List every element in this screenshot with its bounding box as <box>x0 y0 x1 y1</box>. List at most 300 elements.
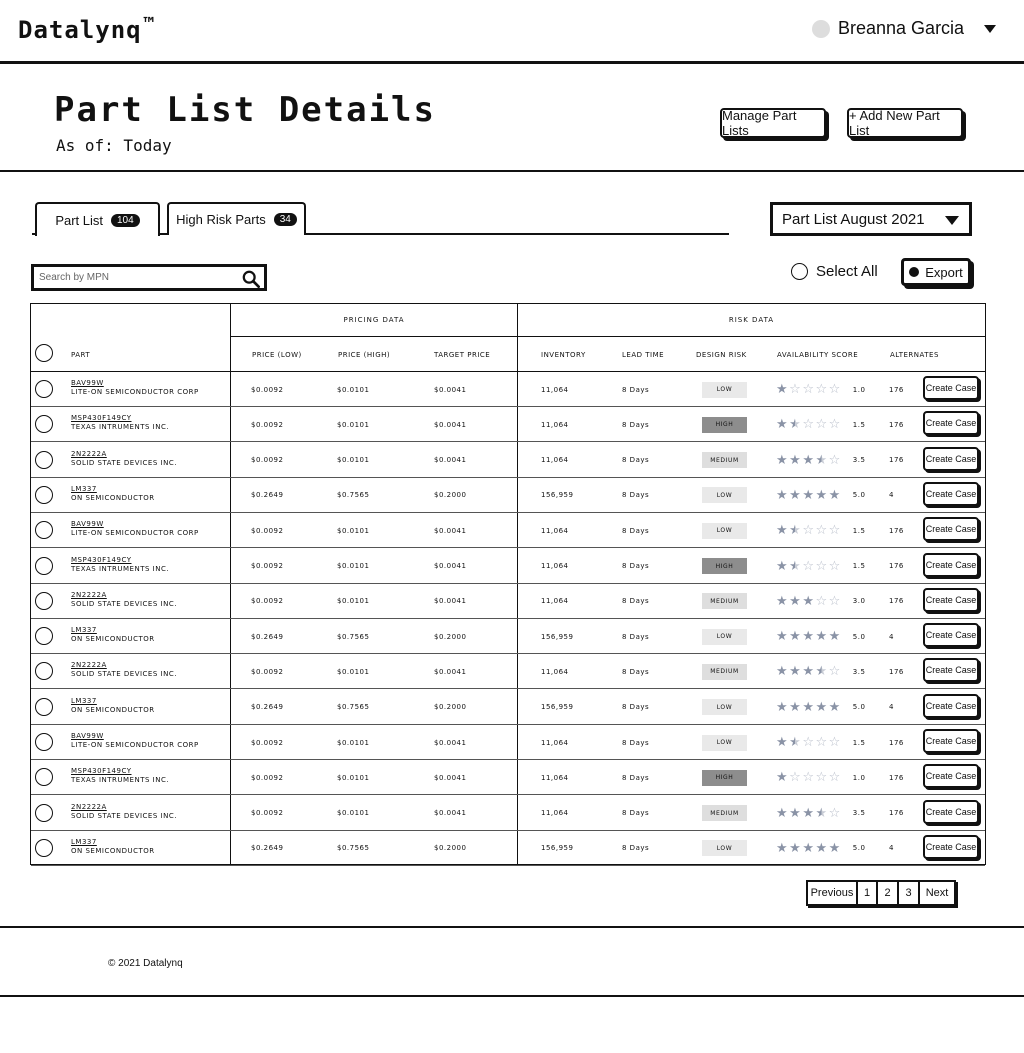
col-target-price[interactable]: TARGET PRICE <box>434 350 491 359</box>
manufacturer: SOLID STATE DEVICES INC. <box>71 599 177 608</box>
risk-badge: MEDIUM <box>702 593 747 609</box>
risk-badge: MEDIUM <box>702 664 747 680</box>
design-risk-cell <box>702 760 747 795</box>
mpn-link[interactable]: BAV99W <box>71 732 104 740</box>
inventory: 156,959 <box>541 844 574 853</box>
risk-badge: MEDIUM <box>702 805 747 821</box>
create-case-button[interactable]: Create Case <box>923 800 979 824</box>
star-icon: ☆ <box>828 593 841 609</box>
star-icon: ★ <box>815 840 828 856</box>
star-icon: ★ <box>789 699 802 715</box>
risk-badge: LOW <box>702 735 747 751</box>
row-select-radio[interactable] <box>35 557 53 575</box>
design-risk-cell <box>702 513 747 548</box>
star-icon: ☆ <box>789 382 802 397</box>
star-icon: ★ <box>789 417 802 433</box>
price-low: $0.2649 <box>251 491 284 500</box>
alternates-count: 176 <box>889 773 904 782</box>
target-price: $0.0041 <box>434 526 467 535</box>
export-button[interactable] <box>901 258 971 286</box>
lead-time: 8 Days <box>622 491 650 500</box>
price-low: $0.0092 <box>251 809 284 818</box>
star-icon: ★ <box>802 452 815 468</box>
availability-cell <box>776 796 865 831</box>
table-row[interactable] <box>31 690 985 725</box>
price-low: $0.0092 <box>251 773 284 782</box>
as-of-label: As of: Today <box>56 136 172 155</box>
add-new-part-list-button[interactable]: + Add New Part List <box>847 108 963 138</box>
risk-badge: LOW <box>702 629 747 645</box>
star-icon: ☆ <box>802 523 815 539</box>
top-bar <box>0 0 1024 64</box>
design-risk-cell <box>702 549 747 584</box>
row-select-radio[interactable] <box>35 698 53 716</box>
mpn-link[interactable]: LM337 <box>71 484 97 493</box>
create-case-button[interactable]: Create Case <box>923 588 979 612</box>
row-select-radio[interactable] <box>35 451 53 469</box>
risk-badge: LOW <box>702 382 747 398</box>
price-low: $0.0092 <box>251 456 284 465</box>
page-1-button[interactable]: 1 <box>858 882 878 904</box>
availability-cell <box>776 513 865 548</box>
part-cell <box>71 661 177 678</box>
alternates-count: 176 <box>889 420 904 429</box>
star-icon: ☆ <box>828 770 841 786</box>
star-icon: ★ <box>789 593 802 609</box>
risk-badge: LOW <box>702 487 747 503</box>
star-icon: ★ <box>776 558 789 574</box>
lead-time: 8 Days <box>622 809 650 818</box>
mpn-link[interactable]: 2N2222A <box>71 590 107 599</box>
star-icon: ★ <box>815 487 828 503</box>
chevron-down-icon[interactable] <box>984 25 996 33</box>
star-icon: ★ <box>776 629 789 645</box>
table-row[interactable] <box>31 513 985 548</box>
availability-score: 1.5 <box>852 562 866 570</box>
star-icon: ★ <box>776 664 789 680</box>
manufacturer: TEXAS INTRUMENTS INC. <box>71 776 170 785</box>
row-select-radio[interactable] <box>35 486 53 504</box>
price-low: $0.0092 <box>251 667 284 676</box>
row-select-radio[interactable] <box>35 521 53 539</box>
star-icon: ★ <box>828 840 841 856</box>
star-rating <box>776 807 841 820</box>
lead-time: 8 Days <box>622 738 650 747</box>
price-low: $0.0092 <box>251 562 284 570</box>
export-dot-icon <box>909 267 919 277</box>
inventory: 11,064 <box>541 385 569 394</box>
availability-cell <box>776 372 865 407</box>
inventory: 11,064 <box>541 562 569 570</box>
manufacturer: LITE-ON SEMICONDUCTOR CORP <box>71 741 199 749</box>
inventory: 156,959 <box>541 491 574 500</box>
footer <box>0 926 1024 997</box>
table-row[interactable] <box>31 619 985 654</box>
part-cell <box>71 697 155 714</box>
star-icon: ★ <box>776 699 789 715</box>
availability-score: 3.5 <box>852 809 866 818</box>
target-price: $0.2000 <box>434 703 467 712</box>
star-icon: ★ <box>802 487 815 503</box>
search-icon[interactable] <box>242 270 260 288</box>
inventory: 11,064 <box>541 667 569 676</box>
search-input[interactable] <box>39 268 239 288</box>
previous-button[interactable]: Previous <box>808 882 858 904</box>
mpn-link[interactable]: MSP430F149CY <box>71 555 132 564</box>
tab-high-risk-parts[interactable] <box>167 202 306 235</box>
design-risk-cell <box>702 478 747 513</box>
star-icon: ☆ <box>828 805 841 821</box>
star-icon: ★ <box>828 699 841 715</box>
design-risk-cell <box>702 725 747 760</box>
star-icon: ★ <box>802 593 815 609</box>
alternates-count: 176 <box>889 597 904 606</box>
star-icon: ☆ <box>828 558 841 574</box>
availability-cell <box>776 831 865 866</box>
manufacturer: SOLID STATE DEVICES INC. <box>71 670 177 679</box>
star-icon: ☆ <box>815 735 828 750</box>
table-row[interactable] <box>31 478 985 513</box>
availability-score: 5.0 <box>852 703 866 712</box>
price-low: $0.0092 <box>251 420 284 429</box>
next-button[interactable]: Next <box>925 887 949 899</box>
part-cell <box>71 732 199 749</box>
target-price: $0.2000 <box>434 632 467 641</box>
availability-cell <box>776 443 865 478</box>
page-3-button[interactable]: 3 <box>899 882 920 904</box>
target-price: $0.2000 <box>434 844 467 853</box>
mpn-link[interactable]: MSP430F149CY <box>71 414 132 423</box>
logo-text: Datalynq <box>18 16 142 44</box>
alternates-count: 176 <box>889 526 904 535</box>
row-select-radio[interactable] <box>35 768 53 786</box>
create-case-button[interactable]: Create Case <box>923 694 979 718</box>
star-rating <box>776 560 841 573</box>
availability-cell <box>776 584 865 619</box>
table-row[interactable] <box>31 654 985 689</box>
lead-time: 8 Days <box>622 632 650 641</box>
design-risk-cell <box>702 619 747 654</box>
target-price: $0.0041 <box>434 809 467 818</box>
lead-time: 8 Days <box>622 526 650 535</box>
target-price: $0.0041 <box>434 773 467 782</box>
star-icon: ☆ <box>828 664 841 680</box>
availability-score: 3.0 <box>852 597 866 606</box>
star-icon: ☆ <box>815 417 828 433</box>
logo[interactable] <box>18 14 155 44</box>
price-high: $0.0101 <box>337 809 370 818</box>
manage-part-lists-button[interactable]: Manage Part Lists <box>720 108 826 138</box>
star-icon: ★ <box>789 629 802 645</box>
col-design-risk[interactable]: DESIGN RISK <box>696 350 747 359</box>
star-rating <box>776 418 841 431</box>
target-price: $0.0041 <box>434 456 467 465</box>
star-icon: ☆ <box>828 735 841 750</box>
target-price: $0.0041 <box>434 597 467 606</box>
risk-badge: HIGH <box>702 770 747 786</box>
avatar <box>812 20 830 38</box>
tab-part-list[interactable] <box>35 202 160 236</box>
star-icon: ★ <box>789 805 802 821</box>
col-price-low[interactable]: PRICE (LOW) <box>252 350 302 359</box>
chevron-down-icon <box>945 216 959 225</box>
inventory: 11,064 <box>541 526 569 535</box>
row-select-radio[interactable] <box>35 627 53 645</box>
availability-cell <box>776 654 865 689</box>
inventory: 156,959 <box>541 703 574 712</box>
star-rating <box>776 489 841 502</box>
price-high: $0.0101 <box>337 738 370 747</box>
star-icon: ★ <box>802 699 815 715</box>
risk-badge: LOW <box>702 523 747 539</box>
target-price: $0.2000 <box>434 491 467 500</box>
part-cell <box>71 803 177 820</box>
target-price: $0.0041 <box>434 738 467 747</box>
price-high: $0.0101 <box>337 456 370 465</box>
user-menu[interactable] <box>812 18 996 39</box>
row-select-radio[interactable] <box>35 592 53 610</box>
price-low: $0.0092 <box>251 385 284 394</box>
mpn-link[interactable]: MSP430F149CY <box>71 767 132 776</box>
table-row[interactable] <box>31 584 985 619</box>
star-rating <box>776 736 841 749</box>
tab-label: High Risk Parts <box>176 212 266 227</box>
star-icon: ☆ <box>802 558 815 574</box>
alternates-count: 4 <box>889 632 894 641</box>
star-icon: ★ <box>776 523 789 539</box>
star-icon: ★ <box>789 735 802 750</box>
col-inventory[interactable]: INVENTORY <box>541 350 586 359</box>
star-icon: ☆ <box>815 382 828 397</box>
part-cell <box>71 414 169 431</box>
target-price: $0.0041 <box>434 420 467 429</box>
part-cell <box>71 767 169 784</box>
price-high: $0.0101 <box>337 385 370 394</box>
availability-cell <box>776 690 865 725</box>
star-icon: ★ <box>828 487 841 503</box>
availability-score: 5.0 <box>852 632 866 641</box>
alternates-count: 176 <box>889 456 904 465</box>
part-cell <box>71 485 155 502</box>
col-lead-time[interactable]: LEAD TIME <box>622 350 665 359</box>
star-icon: ★ <box>776 840 789 856</box>
star-rating <box>776 454 841 467</box>
alternates-count: 176 <box>889 385 904 394</box>
star-icon: ☆ <box>828 452 841 468</box>
alternates-count: 4 <box>889 491 894 500</box>
mpn-link[interactable]: 2N2222A <box>71 661 107 670</box>
design-risk-cell <box>702 407 747 442</box>
star-icon: ★ <box>815 452 828 468</box>
availability-cell <box>776 725 865 760</box>
parts-table <box>30 303 986 865</box>
select-all-radio[interactable] <box>791 263 808 280</box>
star-icon: ★ <box>776 382 789 397</box>
lead-time: 8 Days <box>622 420 650 429</box>
inventory: 11,064 <box>541 420 569 429</box>
copyright: © 2021 Datalynq <box>108 958 183 969</box>
star-icon: ☆ <box>815 558 828 574</box>
target-price: $0.0041 <box>434 385 467 394</box>
alternates-count: 4 <box>889 844 894 853</box>
lead-time: 8 Days <box>622 703 650 712</box>
create-case-button[interactable]: Create Case <box>923 764 979 788</box>
star-icon: ★ <box>776 593 789 609</box>
star-icon: ☆ <box>828 417 841 433</box>
row-select-radio[interactable] <box>35 662 53 680</box>
star-icon: ★ <box>776 452 789 468</box>
part-cell <box>71 556 169 573</box>
star-icon: ★ <box>802 805 815 821</box>
manufacturer: LITE-ON SEMICONDUCTOR CORP <box>71 388 199 396</box>
mpn-link[interactable]: 2N2222A <box>71 802 107 811</box>
table-row[interactable] <box>31 831 985 866</box>
create-case-button[interactable]: Create Case <box>923 411 979 435</box>
risk-badge: LOW <box>702 699 747 715</box>
star-icon: ★ <box>776 487 789 503</box>
manufacturer: SOLID STATE DEVICES INC. <box>71 811 177 820</box>
table-row[interactable] <box>31 725 985 760</box>
manufacturer: ON SEMICONDUCTOR <box>71 635 155 644</box>
price-low: $0.2649 <box>251 703 284 712</box>
col-price-high[interactable]: PRICE (HIGH) <box>338 350 391 359</box>
row-select-radio[interactable] <box>35 839 53 857</box>
part-list-select-value: Part List August 2021 <box>782 210 925 228</box>
price-high: $0.0101 <box>337 667 370 676</box>
alternates-count: 176 <box>889 562 904 570</box>
create-case-button[interactable]: Create Case <box>923 658 979 682</box>
export-label: Export <box>925 264 963 280</box>
price-low: $0.0092 <box>251 597 284 606</box>
inventory: 11,064 <box>541 773 569 782</box>
availability-score: 1.0 <box>852 385 866 394</box>
user-name: Breanna Garcia <box>838 18 965 38</box>
alternates-count: 4 <box>889 703 894 712</box>
design-risk-cell <box>702 796 747 831</box>
table-row[interactable] <box>31 549 985 584</box>
pricing-group-header: PRICING DATA <box>231 304 517 337</box>
inventory: 11,064 <box>541 809 569 818</box>
price-low: $0.0092 <box>251 738 284 747</box>
risk-group-header: RISK DATA <box>518 304 985 337</box>
col-part[interactable]: PART <box>71 350 91 359</box>
star-icon: ★ <box>789 487 802 503</box>
star-icon: ★ <box>789 664 802 680</box>
part-list-select[interactable] <box>770 202 972 236</box>
availability-score: 5.0 <box>852 491 866 500</box>
star-icon: ☆ <box>815 770 828 786</box>
star-rating <box>776 595 841 608</box>
risk-badge: LOW <box>702 840 747 856</box>
row-select-radio[interactable] <box>35 380 53 398</box>
create-case-button[interactable]: Create Case <box>923 623 979 647</box>
table-row[interactable] <box>31 443 985 478</box>
lead-time: 8 Days <box>622 773 650 782</box>
star-icon: ★ <box>815 664 828 680</box>
star-rating <box>776 524 841 537</box>
select-all-rows-radio[interactable] <box>35 344 53 362</box>
price-high: $0.7565 <box>337 491 370 500</box>
mpn-link[interactable]: LM337 <box>71 837 97 846</box>
page-2-button[interactable]: 2 <box>878 882 899 904</box>
col-alternates[interactable]: ALTERNATES <box>890 350 939 359</box>
create-case-button[interactable]: Create Case <box>923 376 979 400</box>
row-select-radio[interactable] <box>35 733 53 751</box>
row-select-radio[interactable] <box>35 415 53 433</box>
table-row[interactable] <box>31 407 985 442</box>
search-box <box>31 264 267 291</box>
create-case-button[interactable]: Create Case <box>923 447 979 471</box>
alternates-count: 176 <box>889 809 904 818</box>
star-icon: ☆ <box>815 523 828 539</box>
row-select-radio[interactable] <box>35 804 53 822</box>
star-rating <box>776 701 841 714</box>
star-icon: ☆ <box>802 382 815 397</box>
create-case-button[interactable]: Create Case <box>923 835 979 859</box>
count-badge: 104 <box>111 214 140 227</box>
tab-label: Part List <box>55 212 103 228</box>
create-case-button[interactable]: Create Case <box>923 482 979 506</box>
mpn-link[interactable]: LM337 <box>71 696 97 705</box>
design-risk-cell <box>702 584 747 619</box>
design-risk-cell <box>702 372 747 407</box>
design-risk-cell <box>702 654 747 689</box>
availability-score: 1.5 <box>852 738 866 747</box>
star-rating <box>776 771 841 784</box>
star-icon: ★ <box>789 558 802 574</box>
create-case-button[interactable]: Create Case <box>923 553 979 577</box>
lead-time: 8 Days <box>622 597 650 606</box>
star-icon: ★ <box>776 770 789 786</box>
availability-score: 3.5 <box>852 456 866 465</box>
availability-cell <box>776 760 865 795</box>
mpn-link[interactable]: BAV99W <box>71 520 104 529</box>
star-icon: ★ <box>802 664 815 680</box>
star-icon: ★ <box>815 699 828 715</box>
select-all-toggle[interactable] <box>791 263 878 280</box>
risk-badge: HIGH <box>702 417 747 433</box>
mpn-link[interactable]: BAV99W <box>71 379 104 387</box>
page-title: Part List Details <box>54 90 436 130</box>
part-cell <box>71 626 155 643</box>
availability-cell <box>776 619 865 654</box>
col-availability-score[interactable]: AVAILABILITY SCORE <box>777 350 859 359</box>
star-icon: ★ <box>776 805 789 821</box>
table-row[interactable] <box>31 760 985 795</box>
count-badge: 34 <box>274 213 297 226</box>
table-row[interactable] <box>31 372 985 407</box>
lead-time: 8 Days <box>622 667 650 676</box>
lead-time: 8 Days <box>622 844 650 853</box>
alternates-count: 176 <box>889 667 904 676</box>
availability-score: 3.5 <box>852 667 866 676</box>
price-high: $0.7565 <box>337 703 370 712</box>
part-cell <box>71 520 199 537</box>
price-high: $0.0101 <box>337 773 370 782</box>
create-case-button[interactable]: Create Case <box>923 729 979 753</box>
availability-score: 5.0 <box>852 844 866 853</box>
price-high: $0.7565 <box>337 632 370 641</box>
create-case-button[interactable]: Create Case <box>923 517 979 541</box>
mpn-link[interactable]: 2N2222A <box>71 449 107 458</box>
manufacturer: ON SEMICONDUCTOR <box>71 493 155 502</box>
star-rating <box>776 665 841 678</box>
table-row[interactable] <box>31 796 985 831</box>
star-icon: ★ <box>815 805 828 821</box>
inventory: 156,959 <box>541 632 574 641</box>
mpn-link[interactable]: LM337 <box>71 626 97 635</box>
alternates-count: 176 <box>889 738 904 747</box>
